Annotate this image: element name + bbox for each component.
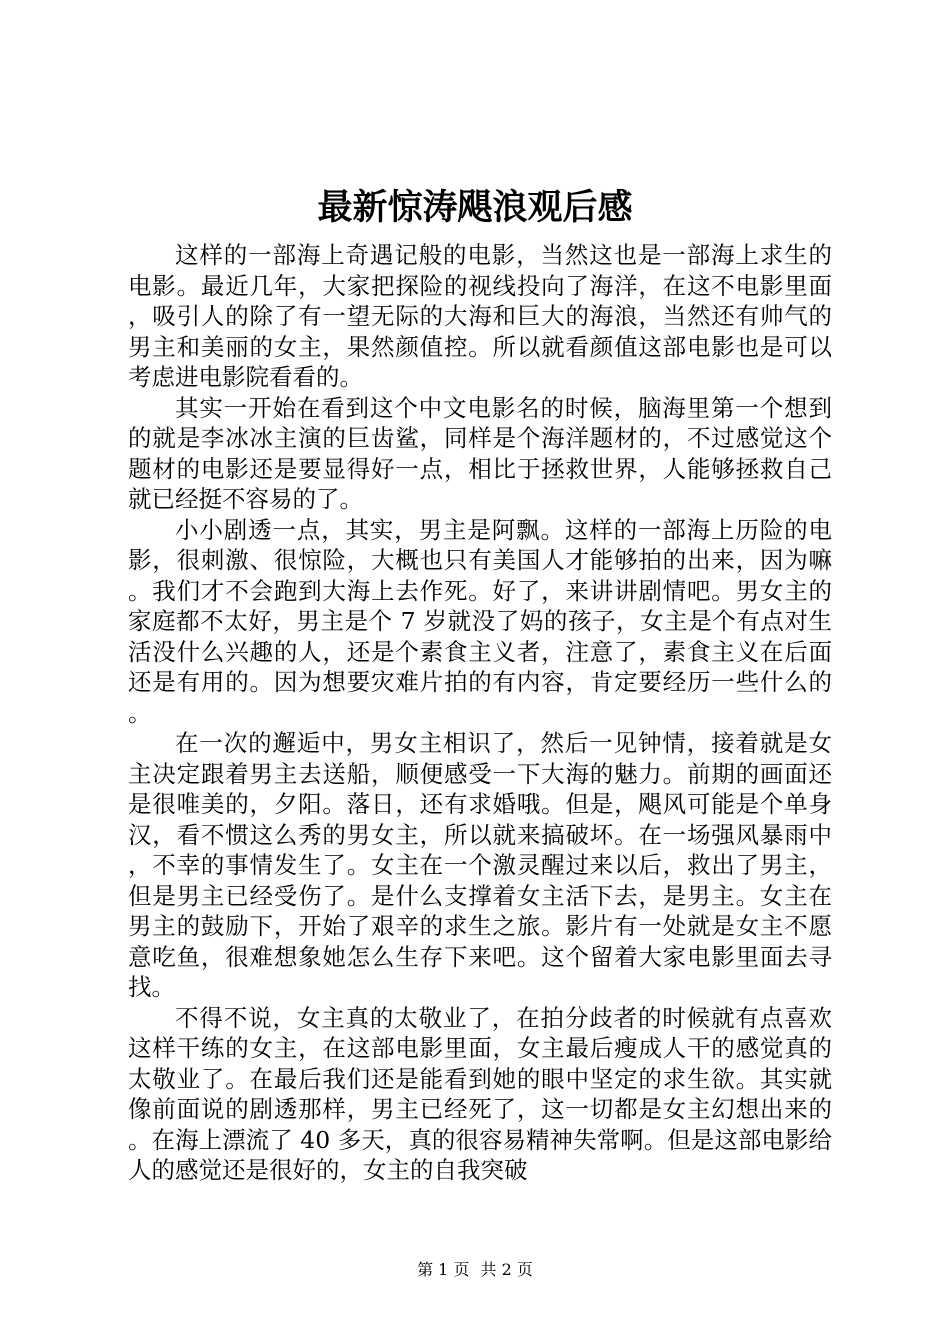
paragraph-2: 其实一开始在看到这个中文电影名的时候，脑海里第一个想到的就是李冰冰主演的巨齿鲨，同样是个海洋题材的，不过感觉这个题材的电影还是要显得好一点，相比于拯救世界，人能够拯救自己就已经挺不容易的了。: [128, 393, 832, 513]
paragraph-4: 在一次的邂逅中，男女主相识了，然后一见钟情，接着就是女主决定跟着男主去送船，顺便感受一下大海的魅力。前期的画面还是很唯美的，夕阳。落日，还有求婚哦。但是，飓风可能是个单身汉，看不惯这么秀的男女主，所以就来搞破坏。在一场强风暴雨中，不幸的事情发生了。女主在一个激灵醒过来以后，救出了男主，但是男主已经受伤了。是什么支撑着女主活下去，是男主。女主在男主的鼓励下，开始了艰辛的求生之旅。影片有一处就是女主不愿意吃鱼，很难想象她怎么生存下来吧。这个留着大家电影里面去寻找。: [128, 729, 832, 1001]
page-number-current: 第 1 页: [417, 1260, 470, 1279]
paragraph-3: 小小剧透一点，其实，男主是阿飘。这样的一部海上历险的电影，很刺激、很惊险，大概也只有美国人才能够拍的出来，因为嘛。我们才不会跑到大海上去作死。好了，来讲讲剧情吧。男女主的家庭都不太好，男主是个 7 岁就没了妈的孩子，女主是个有点对生活没什么兴趣的人，还是个素食主义者，注意了，素食主义在后面还是有用的。因为想要灾难片拍的有内容，肯定要经历一些什么的。: [128, 515, 832, 727]
page-number-total: 共 2 页: [480, 1260, 533, 1279]
page-footer: [0, 1258, 950, 1282]
document-body: [128, 240, 832, 1186]
paragraph-5: 不得不说，女主真的太敬业了，在拍分歧者的时候就有点喜欢这样干练的女主，在这部电影里面，女主最后瘦成人干的感觉真的太敬业了。在最后我们还是能看到她的眼中坚定的求生欲。其实就像前面说的剧透那样，男主已经死了，这一切都是女主幻想出来的。在海上漂流了 40 多天，真的很容易精神失常啊。但是这部电影给人的感觉还是很好的，女主的自我突破: [128, 1003, 832, 1184]
document-title: 最新惊涛飓浪观后感: [317, 187, 633, 228]
paragraph-1: 这样的一部海上奇遇记般的电影，当然这也是一部海上求生的电影。最近几年，大家把探险的视线投向了海洋，在这不电影里面，吸引人的除了有一望无际的大海和巨大的海浪，当然还有帅气的男主和美丽的女主，果然颜值控。所以就看颜值这部电影也是可以考虑进电影院看看的。: [128, 241, 832, 391]
